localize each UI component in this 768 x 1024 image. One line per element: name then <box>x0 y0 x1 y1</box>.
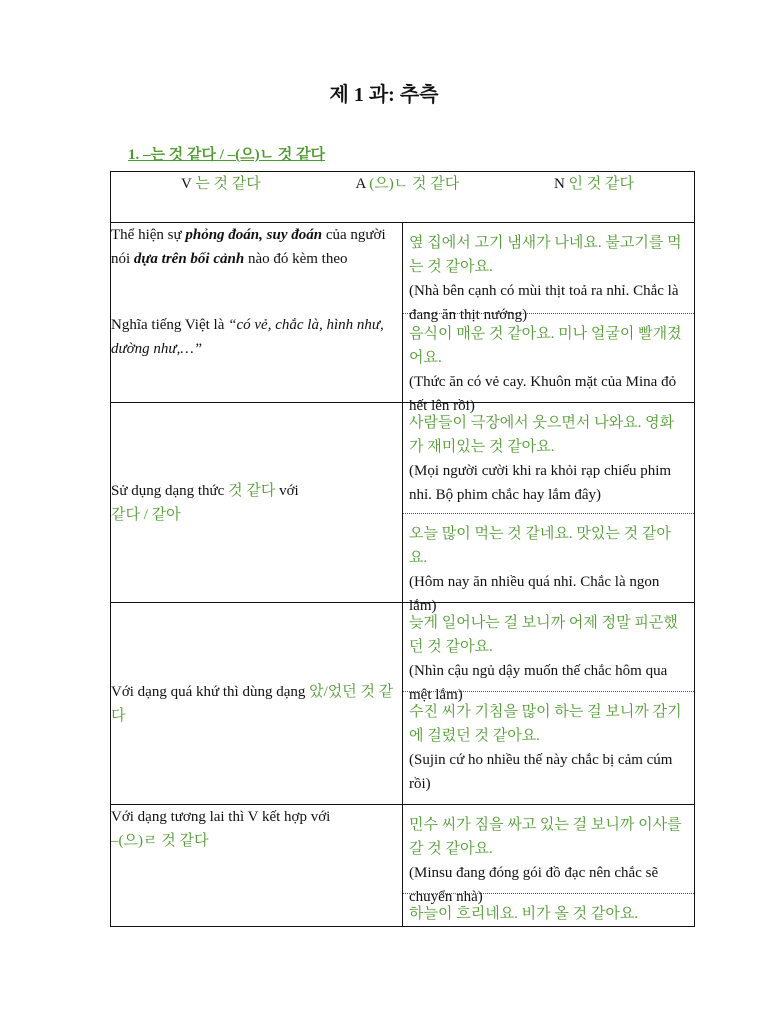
explanation-cell <box>111 805 403 927</box>
example-korean: 하늘이 흐리네요. 비가 올 것 같아요. <box>409 906 639 922</box>
example-vietnamese: (Mọi người cười khi ra khỏi rạp chiếu phim nhỉ. Bộ phim chắc hay lắm đây) <box>409 463 672 503</box>
example-korean: 음식이 매운 것 같아요. 미나 얼굴이 빨개졌어요. <box>409 326 682 366</box>
example-vietnamese: (Thức ăn có vẻ cay. Khuôn mặt của Mina đỏ hết lên rồi) <box>409 374 677 414</box>
example-korean: 늦게 일어나는 걸 보니까 어제 정말 피곤했던 것 같아요. <box>409 615 678 655</box>
example-korean: 사람들이 극장에서 웃으면서 나와요. 영화가 재미있는 것 같아요. <box>409 415 675 455</box>
section-heading: 1. –는 것 같다 / –(으)ㄴ 것 같다 <box>128 147 326 163</box>
example-vietnamese: (Hôm nay ăn nhiều quá nhỉ. Chắc là ngon lắm) <box>409 574 660 614</box>
header-v-form: V 는 것 같다 <box>181 176 261 192</box>
example-vietnamese: (Sujin cứ ho nhiều thế này chắc bị cảm cúm rồi) <box>409 752 673 792</box>
examples-cell <box>403 603 695 805</box>
page-title: 제 1 과: 추측 <box>329 84 439 106</box>
example <box>403 313 694 414</box>
example-korean: 민수 씨가 짐을 싸고 있는 걸 보니까 이사를 갈 것 같아요. <box>409 817 682 857</box>
explanation-cell <box>111 603 403 805</box>
table-header-row <box>111 172 695 223</box>
explanation-paragraph: Với dạng tương lai thì V kết hợp với –(으)ㄹ 것 같다 <box>111 809 331 849</box>
examples-cell <box>403 403 695 614</box>
example-korean: 오늘 많이 먹는 것 같네요. 맛있는 것 같아요. <box>409 526 671 566</box>
example <box>403 603 694 703</box>
table-row <box>111 805 695 927</box>
table-row <box>111 603 695 805</box>
grammar-table <box>110 171 695 927</box>
header-n-form: N 인 것 같다 <box>553 176 634 192</box>
example <box>403 403 694 513</box>
example-vietnamese: (Nhìn cậu ngủ dậy muốn thế chắc hôm qua mệt lắm) <box>409 663 668 703</box>
explanation-paragraph: Sử dụng dạng thức 것 같다 với 같다 / 같아 <box>111 482 299 523</box>
explanation-paragraph: Với dạng quá khứ thì dùng dạng 았/었던 것 같다 <box>111 683 394 724</box>
example <box>403 691 694 804</box>
example-korean: 수진 씨가 기침을 많이 하는 걸 보니까 감기에 걸렸던 것 같아요. <box>409 704 682 744</box>
example-vietnamese: (Minsu đang đóng gói đồ đạc nên chắc sẽ chuyển nhà) <box>409 865 659 905</box>
example <box>403 223 694 323</box>
meaning-paragraph: Nghĩa tiếng Việt là “có vẻ, chắc là, hình như, dường như,…” <box>111 317 384 357</box>
explanation-paragraph: Thể hiện sự phỏng đoán, suy đoán của người nói dựa trên bối cảnh nào đó kèm theo <box>111 227 386 267</box>
explanation-cell <box>111 403 403 603</box>
explanation-cell <box>111 223 403 403</box>
example-vietnamese: (Nhà bên cạnh có mùi thịt toả ra nhỉ. Chắc là đang ăn thịt nướng) <box>409 283 679 323</box>
header-a-form: A (으)ㄴ 것 같다 <box>355 176 460 192</box>
example <box>403 805 694 905</box>
example <box>403 513 694 614</box>
example-korean: 옆 집에서 고기 냄새가 나네요. 불고기를 먹는 것 같아요. <box>409 235 682 275</box>
examples-cell <box>403 223 695 414</box>
table-row <box>111 403 695 603</box>
examples-cell <box>403 805 695 927</box>
table-row <box>111 223 695 403</box>
